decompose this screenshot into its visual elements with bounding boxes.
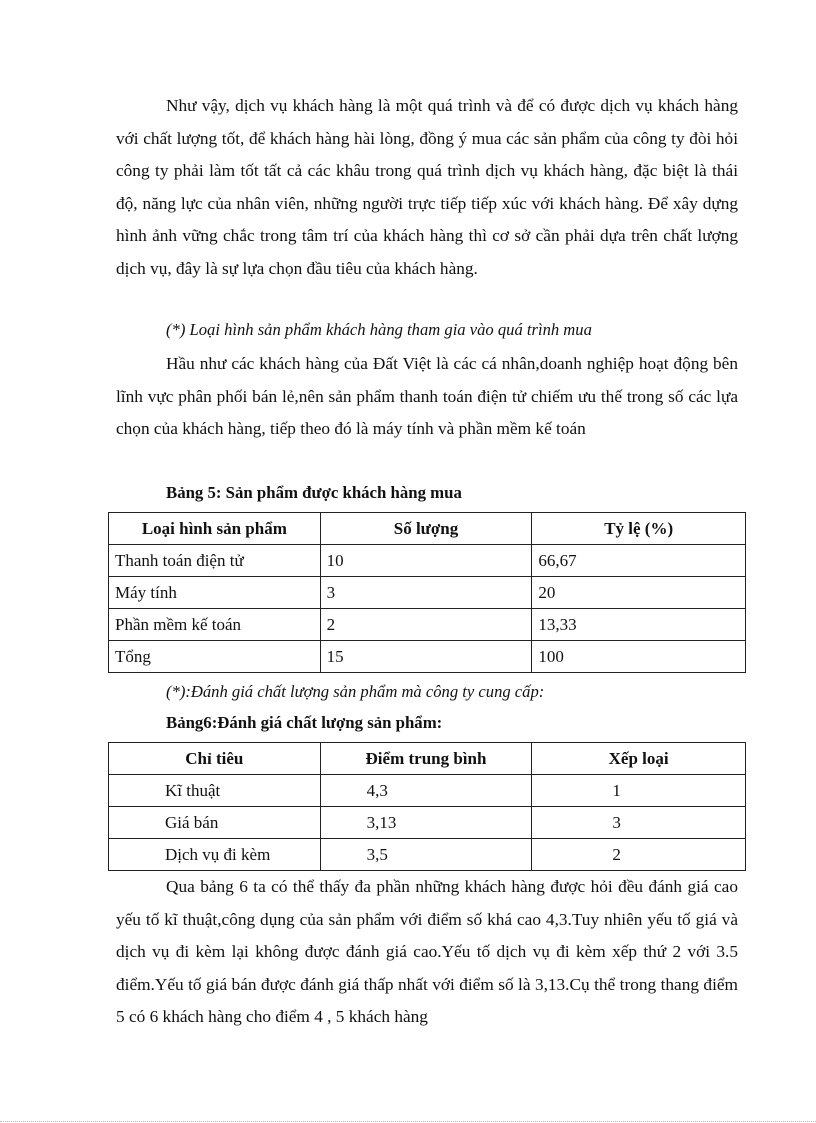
table-cell: 2 xyxy=(320,609,532,641)
table-header-cell: Điểm trung bình xyxy=(320,743,532,775)
table-cell: 3 xyxy=(320,577,532,609)
table-cell: Kĩ thuật xyxy=(109,775,321,807)
table-cell: 4,3 xyxy=(320,775,532,807)
table-cell: Máy tính xyxy=(109,577,321,609)
table-header-cell: Chỉ tiêu xyxy=(109,743,321,775)
table-product-quality xyxy=(108,742,746,871)
table-header-row xyxy=(109,743,746,775)
table-header-row xyxy=(109,513,746,545)
table-cell: 13,33 xyxy=(532,609,746,641)
table-cell: 3,13 xyxy=(320,807,532,839)
paragraph-analysis: Qua bảng 6 ta có thể thấy đa phần những khách hàng được hỏi đều đánh giá cao yếu tố kĩ thuật,công dụng của sản phẩm với điểm số khá cao 4,3.Tuy nhiên yếu tố giá và dịch vụ đi kèm lại không được đánh giá cao.Yếu tố dịch vụ đi kèm xếp thứ 2 với 3.5 điểm.Yếu tố giá bán được đánh giá thấp nhất với điểm số là 3,13.Cụ thể trong thang điểm 5 có 6 khách hàng cho điểm 4 , 5 khách hàng xyxy=(116,877,738,1027)
table-row xyxy=(109,609,746,641)
table-cell: 20 xyxy=(532,577,746,609)
table-cell: 3,5 xyxy=(320,839,532,871)
table-cell: 66,67 xyxy=(532,545,746,577)
table-header-cell: Xếp loại xyxy=(532,743,746,775)
table-cell: Tổng xyxy=(109,641,321,673)
table-cell: 100 xyxy=(532,641,746,673)
table-header-cell: Loại hình sản phẩm xyxy=(109,513,321,545)
table-cell: Giá bán xyxy=(109,807,321,839)
table-cell: Phần mềm kế toán xyxy=(109,609,321,641)
italic-heading-quality-eval: (*):Đánh giá chất lượng sản phẩm mà công ty cung cấp: xyxy=(166,682,545,701)
table-cell: 15 xyxy=(320,641,532,673)
page-border-line xyxy=(0,1121,816,1122)
table-cell: Dịch vụ đi kèm xyxy=(109,839,321,871)
table6-caption: Bảng6:Đánh giá chất lượng sản phẩm: xyxy=(166,713,443,732)
table-header-cell: Số lượng xyxy=(320,513,532,545)
table-row xyxy=(109,775,746,807)
table-row xyxy=(109,807,746,839)
table-row xyxy=(109,545,746,577)
table-row xyxy=(109,577,746,609)
table5-caption: Bảng 5: Sản phẩm được khách hàng mua xyxy=(166,483,462,502)
table-cell: 10 xyxy=(320,545,532,577)
table-header-cell: Tỷ lệ (%) xyxy=(532,513,746,545)
table-cell: 1 xyxy=(532,775,746,807)
table-row xyxy=(109,641,746,673)
table-cell: 2 xyxy=(532,839,746,871)
table-cell: 3 xyxy=(532,807,746,839)
table-cell: Thanh toán điện tử xyxy=(109,545,321,577)
paragraph-customer-service: Như vậy, dịch vụ khách hàng là một quá trình và để có được dịch vụ khách hàng với chất lượng tốt, để khách hàng hài lòng, đồng ý mua các sản phẩm của công ty đòi hỏi công ty phải làm tốt tất cả các khâu trong quá trình dịch vụ khách hàng, đặc biệt là thái độ, năng lực của nhân viên, những người trực tiếp tiếp xúc với khách hàng. Để xây dựng hình ảnh vững chắc trong tâm trí của khách hàng thì cơ sở cần phải dựa trên chất lượng dịch vụ, đây là sự lựa chọn đầu tiêu của khách hàng. xyxy=(116,96,738,278)
table-row xyxy=(109,839,746,871)
table-products-purchased xyxy=(108,512,746,673)
paragraph-product-choices: Hầu như các khách hàng của Đất Việt là các cá nhân,doanh nghiệp hoạt động bên lĩnh vực phân phối bán lẻ,nên sản phẩm thanh toán điện tử chiếm ưu thế trong số các lựa chọn của khách hàng, tiếp theo đó là máy tính và phần mềm kế toán xyxy=(116,354,738,439)
italic-heading-product-types: (*) Loại hình sản phẩm khách hàng tham gia vào quá trình mua xyxy=(166,320,592,339)
